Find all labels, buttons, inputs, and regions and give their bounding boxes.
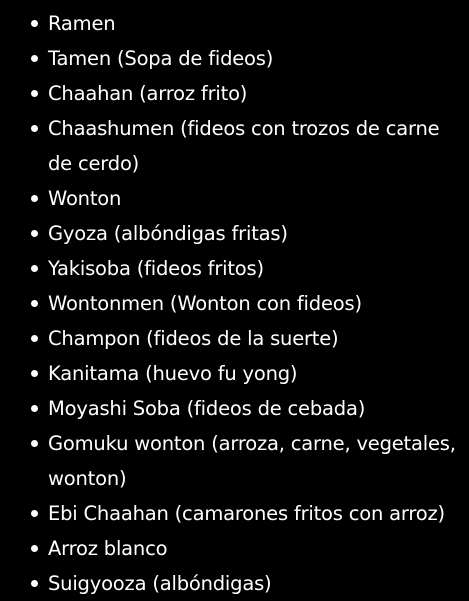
list-item xyxy=(0,41,469,76)
list-item-text: Chaashumen (fideos con trozos de carne de cerdo) xyxy=(48,117,440,175)
list-item-text: Gomuku wonton (arroza, carne, vegetales, wonton) xyxy=(48,432,456,490)
list-item xyxy=(0,111,469,181)
list-item-text: Tamen (Sopa de fideos) xyxy=(48,47,274,70)
list-item xyxy=(0,216,469,251)
bullet-icon xyxy=(31,510,38,517)
bullet-icon xyxy=(31,55,38,62)
bullet-icon xyxy=(31,230,38,237)
bullet-icon xyxy=(31,580,38,587)
bullet-icon xyxy=(31,20,38,27)
list-item-text: Suigyooza (albóndigas) xyxy=(48,572,272,595)
list-item xyxy=(0,566,469,601)
bullet-icon xyxy=(31,440,38,447)
list-item-text: Kanitama (huevo fu yong) xyxy=(48,362,298,385)
bullet-icon xyxy=(31,545,38,552)
dish-list xyxy=(0,6,469,601)
bullet-icon xyxy=(31,370,38,377)
list-item xyxy=(0,356,469,391)
bullet-icon xyxy=(31,90,38,97)
list-item-text: Chaahan (arroz frito) xyxy=(48,82,248,105)
list-item xyxy=(0,531,469,566)
list-item xyxy=(0,286,469,321)
bullet-icon xyxy=(31,265,38,272)
list-item xyxy=(0,181,469,216)
bullet-icon xyxy=(31,300,38,307)
list-item xyxy=(0,76,469,111)
list-item-text: Arroz blanco xyxy=(48,537,168,560)
list-item xyxy=(0,6,469,41)
list-item xyxy=(0,321,469,356)
bullet-icon xyxy=(31,405,38,412)
list-item-text: Ramen xyxy=(48,12,116,35)
list-item-text: Champon (fideos de la suerte) xyxy=(48,327,339,350)
bullet-icon xyxy=(31,335,38,342)
list-item-text: Gyoza (albóndigas fritas) xyxy=(48,222,288,245)
list-item-text: Moyashi Soba (fideos de cebada) xyxy=(48,397,366,420)
list-item-text: Wontonmen (Wonton con fideos) xyxy=(48,292,362,315)
list-item xyxy=(0,496,469,531)
list-item-text: Yakisoba (fideos fritos) xyxy=(48,257,264,280)
list-item-text: Wonton xyxy=(48,187,122,210)
list-item xyxy=(0,251,469,286)
list-item xyxy=(0,391,469,426)
bullet-icon xyxy=(31,195,38,202)
bullet-icon xyxy=(31,125,38,132)
list-item xyxy=(0,426,469,496)
list-item-text: Ebi Chaahan (camarones fritos con arroz) xyxy=(48,502,445,525)
